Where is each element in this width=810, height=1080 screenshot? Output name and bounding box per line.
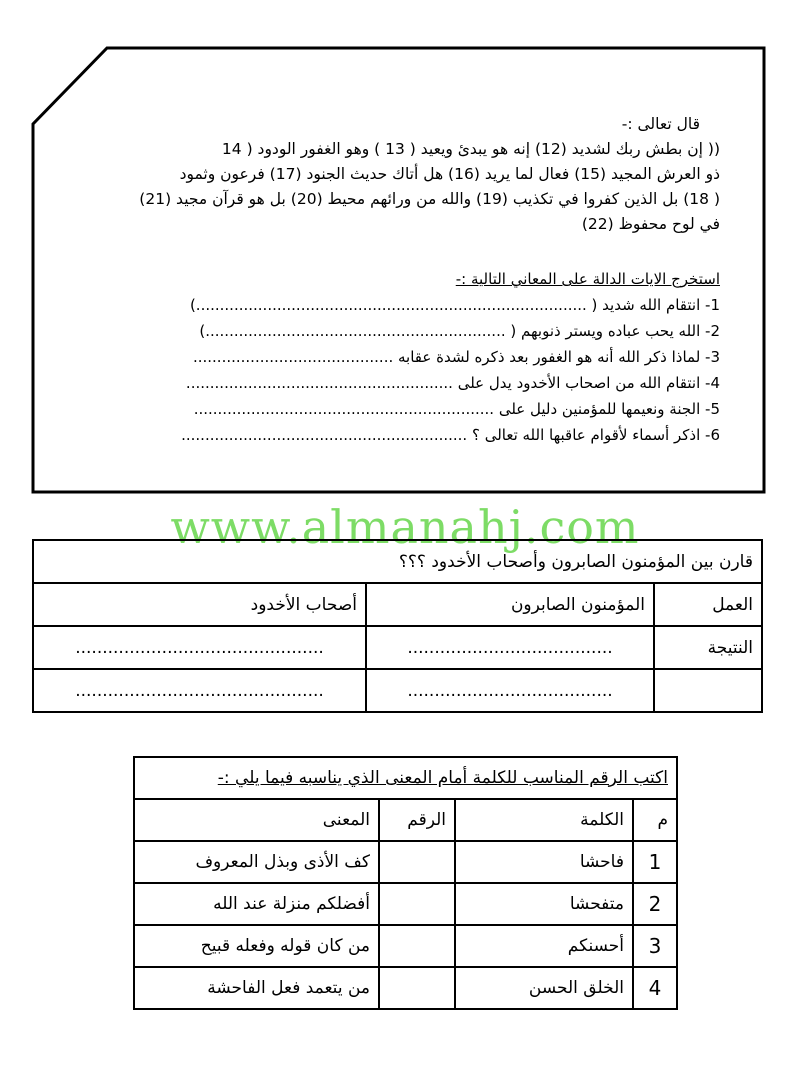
row-meaning: أفضلكم منزلة عند الله: [134, 883, 379, 925]
answer-blank[interactable]: ......................................: [366, 669, 654, 712]
row-meaning: كف الأذى وبذل المعروف: [134, 841, 379, 883]
answer-cell[interactable]: [379, 925, 455, 967]
answer-cell[interactable]: [379, 883, 455, 925]
row-index: 1: [633, 841, 677, 883]
matching-title: اكتب الرقم المناسب للكلمة أمام المعنى الذي يناسبه فيما يلي :-: [134, 757, 677, 799]
comparison-table: [32, 539, 763, 713]
header-word: الكلمة: [455, 799, 633, 841]
row-index: 2: [633, 883, 677, 925]
extraction-tasks: [80, 266, 720, 448]
watermark: www.almanahj.com: [170, 500, 640, 554]
verse-line: في لوح محفوظ (22): [581, 215, 720, 233]
row-meaning: من يتعمد فعل الفاحشة: [134, 967, 379, 1009]
verse-line: ( 18) بل الذين كفروا في تكذيب (19) والله من ورائهم محيط (20) بل هو قرآن مجيد (21): [139, 190, 720, 208]
task-heading: استخرج الايات الدالة على المعاني التالية :-: [455, 270, 720, 288]
question-item: 1- انتقام الله شديد ( ..................................................................................): [189, 296, 720, 314]
answer-blank[interactable]: ..............................................: [33, 669, 366, 712]
row-word: الخلق الحسن: [455, 967, 633, 1009]
table-row: [134, 925, 677, 967]
verses-intro: قال تعالى :-: [621, 115, 700, 133]
matching-table: [133, 756, 678, 1010]
question-item: 3- لماذا ذكر الله أنه هو الغفور بعد ذكره لشدة عقابه ..........................................: [192, 348, 720, 366]
quran-verses-block: [80, 112, 720, 237]
row-label-result: النتيجة: [654, 626, 762, 669]
header-number: الرقم: [379, 799, 455, 841]
table-row: [134, 883, 677, 925]
row-index: 4: [633, 967, 677, 1009]
col-header-believers: المؤمنون الصابرون: [366, 583, 654, 626]
comparison-title: قارن بين المؤمنون الصابرون وأصحاب الأخدود ؟؟؟: [33, 540, 762, 583]
question-item: 2- الله يحب عباده ويستر ذنوبهم ( ...............................................................): [199, 322, 720, 340]
answer-blank[interactable]: ......................................: [366, 626, 654, 669]
answer-cell[interactable]: [379, 841, 455, 883]
header-meaning: المعنى: [134, 799, 379, 841]
answer-blank[interactable]: ..............................................: [33, 626, 366, 669]
question-item: 6- اذكر أسماء لأقوام عاقبها الله تعالى ؟ ............................................................: [181, 426, 720, 444]
row-word: أحسنكم: [455, 925, 633, 967]
row-meaning: من كان قوله وفعله قبيح: [134, 925, 379, 967]
question-item: 4- انتقام الله من اصحاب الأخدود يدل على ........................................................: [185, 374, 720, 392]
row-index: 3: [633, 925, 677, 967]
row-word: متفحشا: [455, 883, 633, 925]
row-word: فاحشا: [455, 841, 633, 883]
row-label-empty: [654, 669, 762, 712]
col-header-ukhdud: أصحاب الأخدود: [33, 583, 366, 626]
header-index: م: [633, 799, 677, 841]
answer-cell[interactable]: [379, 967, 455, 1009]
verse-line: ذو العرش المجيد (15) فعال لما يريد (16) هل أتاك حديث الجنود (17) فرعون وثمود: [179, 165, 720, 183]
verse-line: (( إن بطش ربك لشديد (12) إنه هو يبدئ ويعيد ( 13 ) وهو الغفور الودود ( 14: [221, 140, 720, 158]
question-item: 5- الجنة ونعيمها للمؤمنين دليل على ...............................................................: [193, 400, 720, 418]
table-row: [134, 841, 677, 883]
table-row: [134, 967, 677, 1009]
row-label-action: العمل: [654, 583, 762, 626]
